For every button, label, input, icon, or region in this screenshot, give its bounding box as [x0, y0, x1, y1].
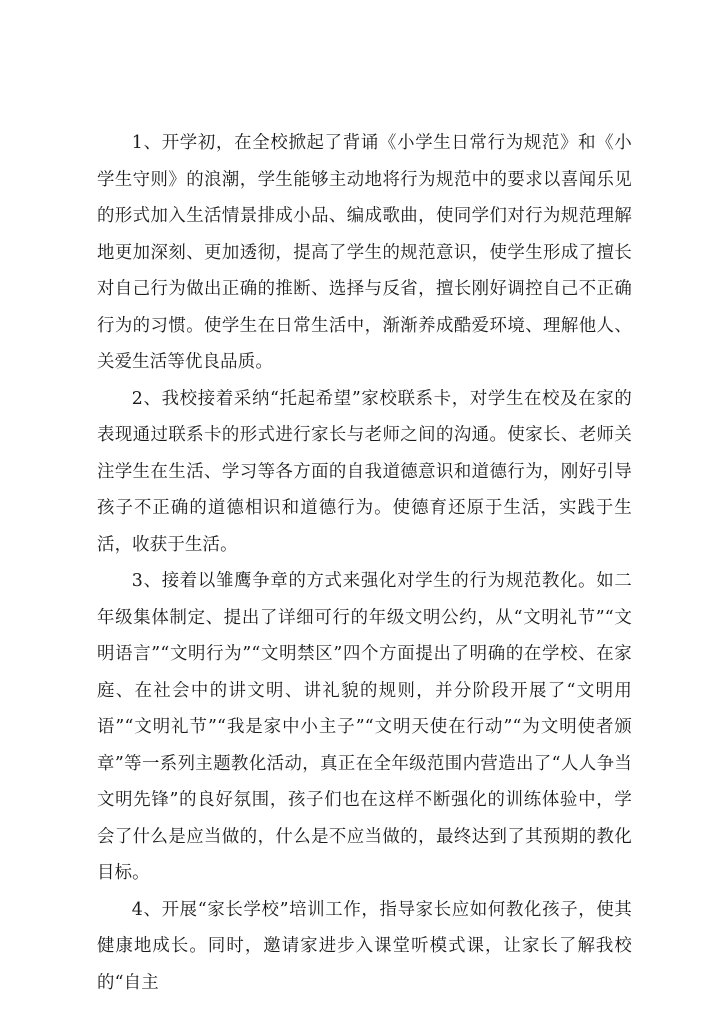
paragraph-2: 2、我校接着采纳“托起希望”家校联系卡，对学生在校及在家的表现通过联系卡的形式进行家长与老师之间的沟通。使家长、老师关注学生在生活、学习等各方面的自我道德意识和道德行为，刚好引导孩子不正确的道德相识和道德行为。使德育还原于生活，实践于生活，收获于生活。 — [97, 388, 632, 555]
paragraph-3: 3、接着以雏鹰争章的方式来强化对学生的行为规范教化。如二年级集体制定、提出了详细可行的年级文明公约，从“文明礼节”“文明语言”“文明行为”“文明禁区”四个方面提出了明确的在学校、在家庭、在社会中的讲文明、讲礼貌的规则，并分阶段开展了“文明用语”“文明礼节”“我是家中小主子”“文明天使在行动”“为文明使者颁章”等一系列主题教化活动，真正在全年级范围内营造出了“人人争当文明先锋”的良好氛围，孩子们也在这样不断强化的训练体验中，学会了什么是应当做的，什么是不应当做的，最终达到了其预期的教化目标。 — [97, 571, 632, 883]
paragraph-1: 1、开学初，在全校掀起了背诵《小学生日常行为规范》和《小学生守则》的浪潮，学生能够主动地将行为规范中的要求以喜闻乐见的形式加入生活情景排成小品、编成歌曲，使同学们对行为规范理解地更加深刻、更加透彻，提高了学生的规范意识，使学生形成了擅长对自己行为做出正确的推断、选择与反省，擅长刚好调控自己不正确行为的习惯。使学生在日常生活中，渐渐养成酷爱环境、理解他人、关爱生活等优良品质。 — [97, 133, 632, 372]
document-body — [97, 125, 632, 1001]
paragraph-4: 4、开展“家长学校”培训工作，指导家长应如何教化孩子，使其健康地成长。同时，邀请家进步入课堂听模式课，让家长了解我校的“自主 — [97, 899, 632, 993]
